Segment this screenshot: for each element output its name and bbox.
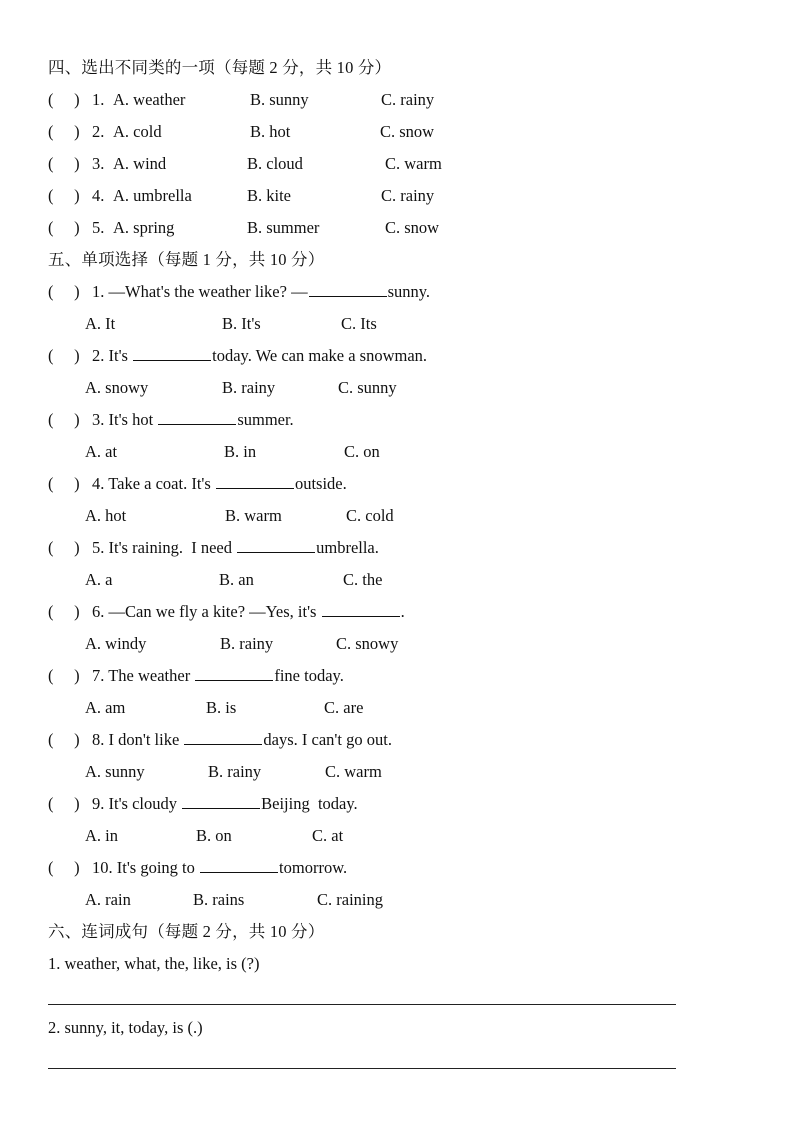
fill-in-blank[interactable] bbox=[237, 538, 315, 553]
question-stem-start: It's hot bbox=[108, 410, 158, 429]
fill-in-blank[interactable] bbox=[322, 602, 400, 617]
question-number: 6. bbox=[92, 602, 105, 621]
option-b: B. rains bbox=[193, 890, 245, 909]
option-c: C. warm bbox=[325, 762, 382, 781]
question-text bbox=[92, 858, 347, 878]
fill-in-blank[interactable] bbox=[195, 666, 273, 681]
option-b: B. kite bbox=[247, 186, 291, 205]
option-a: A. It bbox=[85, 314, 116, 333]
question-number: 3. bbox=[92, 410, 105, 429]
answer-parentheses[interactable]: ( ) bbox=[48, 186, 80, 205]
option-a: A. windy bbox=[85, 634, 147, 653]
answer-parentheses[interactable]: ( ) bbox=[48, 282, 80, 301]
question-stem-end: Beijing today. bbox=[261, 794, 358, 813]
fill-in-blank[interactable] bbox=[184, 730, 262, 745]
question-text bbox=[92, 794, 358, 814]
option-c: C. snow bbox=[380, 122, 435, 141]
question-stem-start: The weather bbox=[108, 666, 195, 685]
option-c: C. warm bbox=[385, 154, 442, 173]
option-a: A. a bbox=[85, 570, 113, 589]
option-b: B. sunny bbox=[250, 90, 309, 109]
question-stem-end: today. We can make a snowman. bbox=[212, 346, 428, 365]
fill-in-blank[interactable] bbox=[200, 858, 278, 873]
question-stem-end: days. I can't go out. bbox=[263, 730, 392, 749]
answer-writing-line-1[interactable] bbox=[48, 1004, 676, 1005]
answer-parentheses[interactable]: ( ) bbox=[48, 730, 80, 749]
section-4-heading: 四、选出不同类的一项（每题 2 分，共 10 分） bbox=[48, 58, 392, 77]
sentence-prompt-1: 1. weather, what, the, like, is (?) bbox=[48, 954, 260, 973]
fill-in-blank[interactable] bbox=[133, 346, 211, 361]
option-b: B. in bbox=[224, 442, 257, 461]
option-c: C. the bbox=[343, 570, 383, 589]
answer-parentheses[interactable]: ( ) bbox=[48, 538, 80, 557]
answer-writing-line-2[interactable] bbox=[48, 1068, 676, 1069]
option-b: B. is bbox=[206, 698, 237, 717]
question-stem-end: fine today. bbox=[274, 666, 344, 685]
option-c: C. are bbox=[324, 698, 364, 717]
answer-parentheses[interactable]: ( ) bbox=[48, 410, 80, 429]
question-stem-end: umbrella. bbox=[316, 538, 379, 557]
option-c: C. sunny bbox=[338, 378, 397, 397]
answer-parentheses[interactable]: ( ) bbox=[48, 122, 80, 141]
question-text bbox=[92, 538, 379, 558]
fill-in-blank[interactable] bbox=[182, 794, 260, 809]
option-c: C. snowy bbox=[336, 634, 399, 653]
option-b: B. on bbox=[196, 826, 232, 845]
option-c: C. rainy bbox=[381, 186, 435, 205]
sentence-prompt-2: 2. sunny, it, today, is (.) bbox=[48, 1018, 203, 1037]
question-text bbox=[92, 346, 427, 366]
section-6-heading: 六、连词成句（每题 2 分，共 10 分） bbox=[48, 922, 325, 941]
question-stem-start: It's bbox=[108, 346, 133, 365]
option-c: C. raining bbox=[317, 890, 383, 909]
question-number: 4. bbox=[92, 474, 105, 493]
question-number: 10. bbox=[92, 858, 113, 877]
question-stem-start: It's going to bbox=[116, 858, 200, 877]
answer-parentheses[interactable]: ( ) bbox=[48, 666, 80, 685]
option-a: A. hot bbox=[85, 506, 127, 525]
option-b: B. summer bbox=[247, 218, 320, 237]
answer-parentheses[interactable]: ( ) bbox=[48, 602, 80, 621]
question-stem-start: —What's the weather like? — bbox=[108, 282, 308, 301]
answer-parentheses[interactable]: ( ) bbox=[48, 154, 80, 173]
question-stem-end: outside. bbox=[294, 474, 347, 493]
option-a: A. umbrella bbox=[113, 186, 192, 205]
question-stem-end: tomorrow. bbox=[279, 858, 348, 877]
question-stem-start: I don't like bbox=[108, 730, 184, 749]
question-number: 5. bbox=[92, 538, 105, 557]
option-a: A. cold bbox=[113, 122, 162, 141]
option-a: A. rain bbox=[85, 890, 131, 909]
option-a: A. spring bbox=[113, 218, 175, 237]
option-a: A. wind bbox=[113, 154, 167, 173]
answer-parentheses[interactable]: ( ) bbox=[48, 474, 80, 493]
question-text bbox=[92, 474, 347, 494]
fill-in-blank[interactable] bbox=[158, 410, 236, 425]
question-number: 7. bbox=[92, 666, 105, 685]
question-text bbox=[92, 602, 405, 622]
question-text bbox=[92, 282, 430, 302]
question-stem-end: summer. bbox=[237, 410, 294, 429]
option-c: C. rainy bbox=[381, 90, 435, 109]
answer-parentheses[interactable]: ( ) bbox=[48, 90, 80, 109]
option-a: A. am bbox=[85, 698, 126, 717]
option-c: C. cold bbox=[346, 506, 394, 525]
question-stem-end: sunny. bbox=[387, 282, 431, 301]
option-c: C. snow bbox=[385, 218, 440, 237]
option-b: B. rainy bbox=[222, 378, 276, 397]
answer-parentheses[interactable]: ( ) bbox=[48, 858, 80, 877]
option-c: C. at bbox=[312, 826, 344, 845]
question-stem-end: . bbox=[400, 602, 405, 621]
question-number: 1. bbox=[92, 90, 105, 109]
option-a: A. in bbox=[85, 826, 118, 845]
option-b: B. warm bbox=[225, 506, 282, 525]
question-number: 2. bbox=[92, 346, 105, 365]
question-number: 5. bbox=[92, 218, 105, 237]
option-b: B. cloud bbox=[247, 154, 303, 173]
question-text bbox=[92, 666, 344, 686]
question-number: 2. bbox=[92, 122, 105, 141]
answer-parentheses[interactable]: ( ) bbox=[48, 218, 80, 237]
answer-parentheses[interactable]: ( ) bbox=[48, 794, 80, 813]
option-c: C. Its bbox=[341, 314, 377, 333]
answer-parentheses[interactable]: ( ) bbox=[48, 346, 80, 365]
question-number: 3. bbox=[92, 154, 105, 173]
fill-in-blank[interactable] bbox=[309, 282, 387, 297]
question-number: 8. bbox=[92, 730, 105, 749]
question-text bbox=[92, 730, 392, 750]
question-stem-start: It's cloudy bbox=[108, 794, 182, 813]
option-b: B. an bbox=[219, 570, 254, 589]
option-a: A. at bbox=[85, 442, 118, 461]
question-number: 4. bbox=[92, 186, 105, 205]
option-b: B. rainy bbox=[220, 634, 274, 653]
option-b: B. hot bbox=[250, 122, 291, 141]
question-number: 1. bbox=[92, 282, 105, 301]
option-a: A. snowy bbox=[85, 378, 149, 397]
option-c: C. on bbox=[344, 442, 380, 461]
option-b: B. It's bbox=[222, 314, 261, 333]
option-a: A. sunny bbox=[85, 762, 145, 781]
option-b: B. rainy bbox=[208, 762, 262, 781]
option-a: A. weather bbox=[113, 90, 186, 109]
fill-in-blank[interactable] bbox=[216, 474, 294, 489]
question-text bbox=[92, 410, 294, 430]
question-stem-start: Take a coat. It's bbox=[108, 474, 215, 493]
question-stem-start: It's raining. I need bbox=[108, 538, 237, 557]
section-5-heading: 五、单项选择（每题 1 分，共 10 分） bbox=[48, 250, 325, 269]
question-stem-start: —Can we fly a kite? —Yes, it's bbox=[108, 602, 321, 621]
question-number: 9. bbox=[92, 794, 105, 813]
